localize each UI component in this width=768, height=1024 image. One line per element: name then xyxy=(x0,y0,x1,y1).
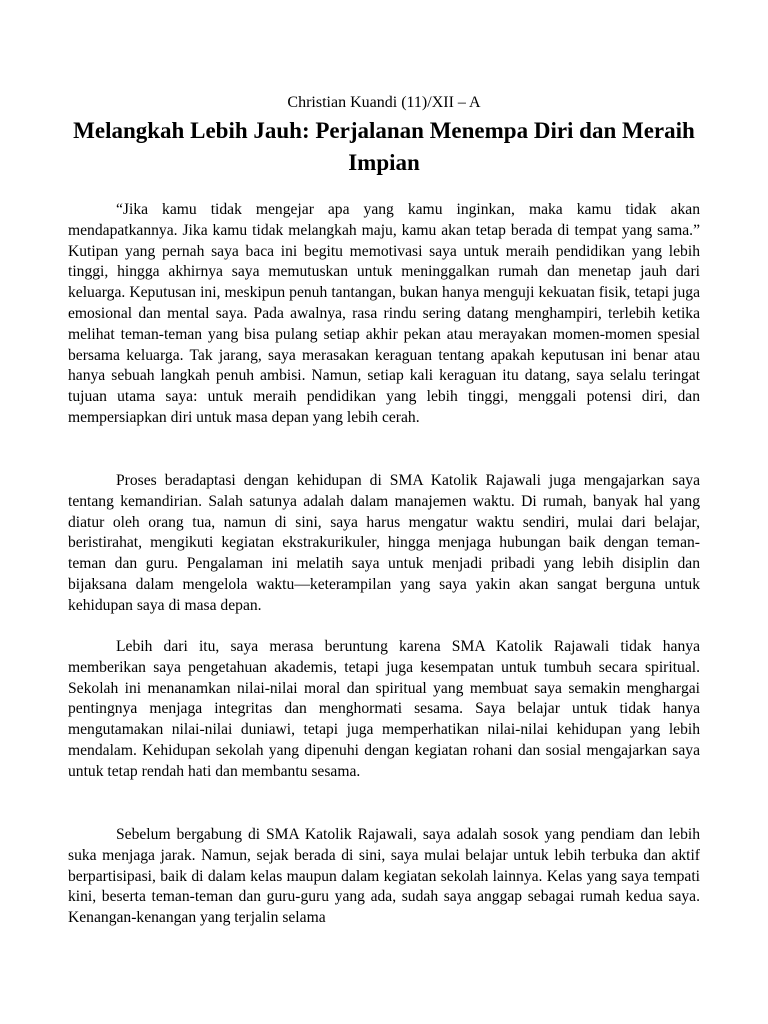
paragraph-3: Lebih dari itu, saya merasa beruntung karena SMA Katolik Rajawali tidak hanya memberikan saya pengetahuan akademis, tetapi juga kesempatan untuk tumbuh secara spiritual. Sekolah ini menanamkan nilai-nilai moral dan spiritual yang membuat saya semakin menghargai pentingnya menjaga integritas dan menghormati sesama. Saya belajar untuk tidak hanya mengutamakan nilai-nilai duniawi, tetapi juga memperhatikan nilai-nilai kehidupan yang lebih mendalam. Kehidupan sekolah yang dipenuhi dengan kegiatan rohani dan sosial mengajarkan saya untuk tetap rendah hati dan membantu sesama. xyxy=(68,638,700,780)
paragraph-2: Proses beradaptasi dengan kehidupan di SMA Katolik Rajawali juga mengajarkan saya tentang kemandirian. Salah satunya adalah dalam manajemen waktu. Di rumah, banyak hal yang diatur oleh orang tua, namun di sini, saya harus mengatur waktu sendiri, mulai dari belajar, beristirahat, mengikuti kegiatan ekstrakurikuler, hingga menjaga hubungan baik dengan teman-teman dan guru. Pengalaman ini melatih saya untuk menjadi pribadi yang lebih disiplin dan bijaksana dalam mengelola waktu—keterampilan yang saya yakin akan sangat berguna untuk kehidupan saya di masa depan. xyxy=(68,472,700,614)
document-title: Melangkah Lebih Jauh: Perjalanan Menempa Diri dan Meraih Impian xyxy=(73,118,695,175)
author-line: Christian Kuandi (11)/XII – A xyxy=(287,94,481,111)
paragraph-1: “Jika kamu tidak mengejar apa yang kamu inginkan, maka kamu tidak akan mendapatkannya. Jika kamu tidak melangkah maju, kamu akan tetap berada di tempat yang sama.” Kutipan yang pernah saya baca ini begitu memotivasi saya untuk meraih pendidikan yang lebih tinggi, hingga akhirnya saya memutuskan untuk meninggalkan rumah dan menetap jauh dari keluarga. Keputusan ini, meskipun penuh tantangan, bukan hanya menguji kekuatan fisik, tetapi juga emosional dan mental saya. Pada awalnya, rasa rindu sering datang menghampiri, terlebih ketika melihat teman-teman yang bisa pulang setiap akhir pekan atau merayakan momen-momen spesial bersama keluarga. Tak jarang, saya merasakan keraguan tentang apakah keputusan ini benar atau hanya sebuah langkah penuh ambisi. Namun, setiap kali keraguan itu datang, saya selalu teringat tujuan utama saya: untuk meraih pendidikan yang lebih tinggi, menggali potensi diri, dan mempersiapkan diri untuk masa depan yang lebih cerah. xyxy=(68,201,700,426)
paragraph-4: Sebelum bergabung di SMA Katolik Rajawali, saya adalah sosok yang pendiam dan lebih suka menjaga jarak. Namun, sejak berada di sini, saya mulai belajar untuk lebih terbuka dan aktif berpartisipasi, baik di dalam kelas maupun dalam kegiatan sekolah lainnya. Kelas yang saya tempati kini, beserta teman-teman dan guru-guru yang ada, sudah saya anggap sebagai rumah kedua saya. Kenangan-kenangan yang terjalin selama xyxy=(68,826,700,927)
